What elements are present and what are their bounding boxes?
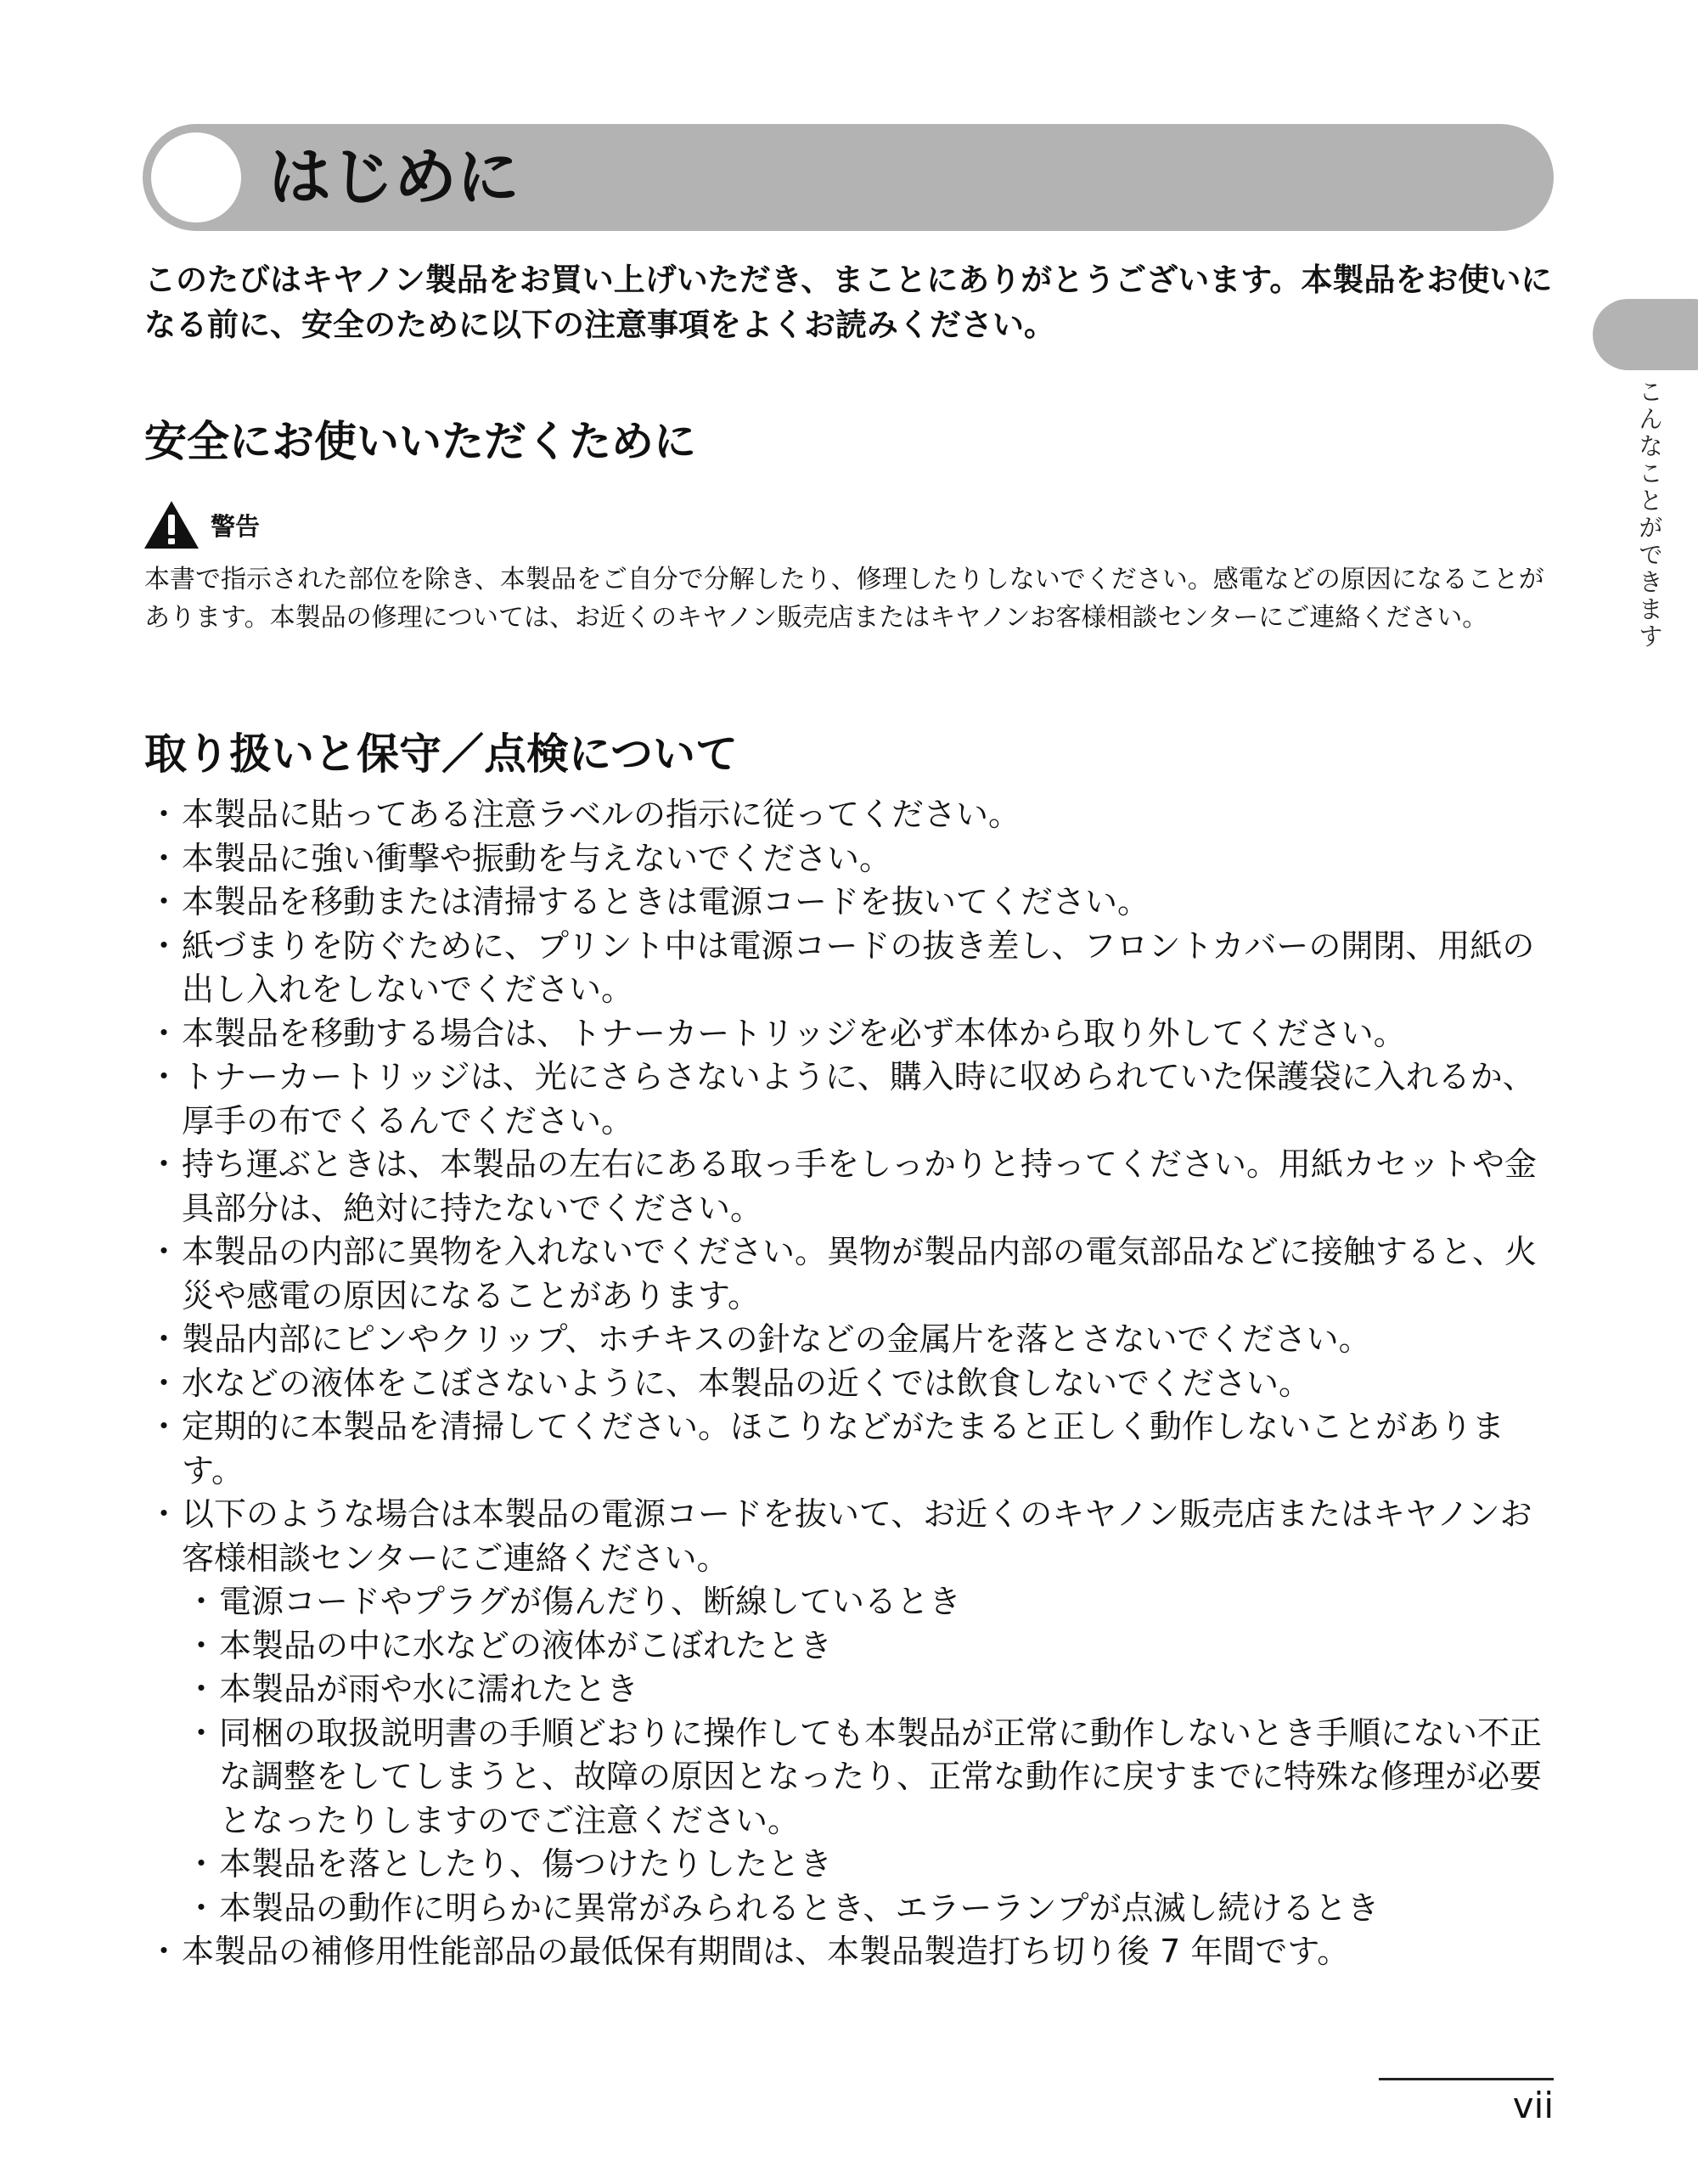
list-item: [144, 1055, 1554, 1143]
bullet: ・: [148, 1408, 181, 1445]
sub-list-item: [144, 1668, 1554, 1712]
sub-list-item-text: 同梱の取扱説明書の手順どおりに操作しても本製品が正常に動作しないとき手順にない不正な調整をしてしまうと、故障の原因となったり、正常な動作に戻すまでに特殊な修理が必要となったりしますのでご注意ください。: [219, 1714, 1543, 1839]
bullet: ・: [148, 1145, 181, 1183]
warning-label: 警告: [211, 511, 261, 541]
warning-header: [143, 498, 260, 552]
sub-list-item-text: 本製品を落としたり、傷つけたりしたとき: [219, 1845, 833, 1883]
list-item: [144, 837, 1554, 881]
bullet: ・: [185, 1845, 218, 1883]
bullet: ・: [185, 1626, 218, 1664]
safety-heading: 安全にお使いいただくために: [144, 417, 696, 466]
handling-list: [144, 793, 1554, 1974]
chapter-side-label: こんなことができます: [1635, 379, 1664, 650]
list-item: [144, 1405, 1554, 1493]
list-item-text: 本製品を移動または清掃するときは電源コードを抜いてください。: [182, 883, 1150, 920]
bullet: ・: [148, 926, 181, 965]
list-item: [144, 1012, 1554, 1056]
list-item-text: 水などの液体をこぼさないように、本製品の近くでは飲食しないでください。: [182, 1364, 1312, 1402]
sub-list-item: [144, 1712, 1554, 1843]
bullet: ・: [185, 1670, 218, 1708]
list-item: [144, 1930, 1554, 1974]
bullet: ・: [148, 1933, 181, 1970]
bullet: ・: [148, 1364, 181, 1402]
sub-list-item-text: 本製品が雨や水に濡れたとき: [219, 1670, 639, 1708]
warning-text: 本書で指示された部位を除き、本製品をご自分で分解したり、修理したりしないでください。感電などの原因になることがあります。本製品の修理については、お近くのキヤノン販売店またはキヤノンお客様相談センターにご連絡ください。: [144, 565, 1544, 633]
list-item-text: 定期的に本製品を清掃してください。ほこりなどがたまると正しく動作しないことがあります。: [182, 1408, 1505, 1489]
sub-list-item: [144, 1624, 1554, 1669]
bullet: ・: [148, 1495, 181, 1533]
list-item-text: 紙づまりを防ぐために、プリント中は電源コードの抜き差し、フロントカバーの開閉、用紙の出し入れをしないでください。: [182, 926, 1535, 1008]
list-item: [144, 1362, 1554, 1406]
bullet: ・: [185, 1888, 218, 1927]
bullet: ・: [148, 839, 181, 877]
sub-list-item-text: 電源コードやプラグが傷んだり、断線しているとき: [219, 1583, 962, 1620]
list-item-text: 本製品の内部に異物を入れないでください。異物が製品内部の電気部品などに接触すると、火災や感電の原因になることがあります。: [182, 1233, 1538, 1314]
sub-list-item: [144, 1580, 1554, 1624]
list-item-text: 本製品の補修用性能部品の最低保有期間は、本製品製造打ち切り後 7 年間です。: [182, 1933, 1350, 1970]
list-item: [144, 1230, 1554, 1318]
list-item-text: 以下のような場合は本製品の電源コードを抜いて、お近くのキヤノン販売店またはキヤノンお客様相談センターにご連絡ください。: [182, 1495, 1532, 1577]
list-item-text: 持ち運ぶときは、本製品の左右にある取っ手をしっかりと持ってください。用紙カセットや金具部分は、絶対に持たないでください。: [182, 1145, 1538, 1227]
sub-list-item: [144, 1843, 1554, 1887]
list-item-text: 製品内部にピンやクリップ、ホチキスの針などの金属片を落とさないでください。: [182, 1320, 1371, 1358]
list-item-text: トナーカートリッジは、光にさらさないように、購入時に収められていた保護袋に入れるか、厚手の布でくるんでください。: [182, 1058, 1535, 1140]
handling-heading: 取り扱いと保守／点検について: [144, 729, 738, 779]
title-circle-ornament: [151, 132, 241, 222]
chapter-side-tab: [1593, 299, 1698, 370]
bullet: ・: [185, 1714, 218, 1752]
bullet: ・: [185, 1583, 218, 1620]
sub-list-item-text: 本製品の動作に明らかに異常がみられるとき、エラーランプが点滅し続けるとき: [219, 1888, 1380, 1927]
sub-list-item-text: 本製品の中に水などの液体がこぼれたとき: [219, 1626, 833, 1664]
bullet: ・: [148, 796, 181, 833]
warning-triangle-icon: [143, 499, 200, 550]
list-item-text: 本製品を移動する場合は、トナーカートリッジを必ず本体から取り外してください。: [182, 1014, 1406, 1052]
bullet: ・: [148, 1233, 181, 1270]
footer-rule: [1379, 2078, 1554, 2080]
list-item: [144, 1493, 1554, 1580]
list-item-text: 本製品に貼ってある注意ラベルの指示に従ってください。: [182, 796, 1021, 833]
list-item: [144, 1143, 1554, 1230]
chapter-title-bar: [143, 124, 1554, 231]
bullet: ・: [148, 1014, 181, 1052]
chapter-title: はじめに: [268, 141, 520, 214]
list-item-text: 本製品に強い衝撃や振動を与えないでください。: [182, 839, 892, 877]
list-item: [144, 1318, 1554, 1362]
list-item: [144, 881, 1554, 925]
bullet: ・: [148, 1320, 181, 1358]
intro-paragraph: このたびはキヤノン製品をお買い上げいただき、まことにありがとうございます。本製品をお使いになる前に、安全のために以下の注意事項をよくお読みください。: [144, 262, 1553, 343]
list-item: [144, 925, 1554, 1012]
sub-list-item: [144, 1887, 1554, 1931]
bullet: ・: [148, 883, 181, 920]
list-item: [144, 793, 1554, 837]
bullet: ・: [148, 1058, 181, 1095]
page-number: vii: [1512, 2085, 1554, 2126]
